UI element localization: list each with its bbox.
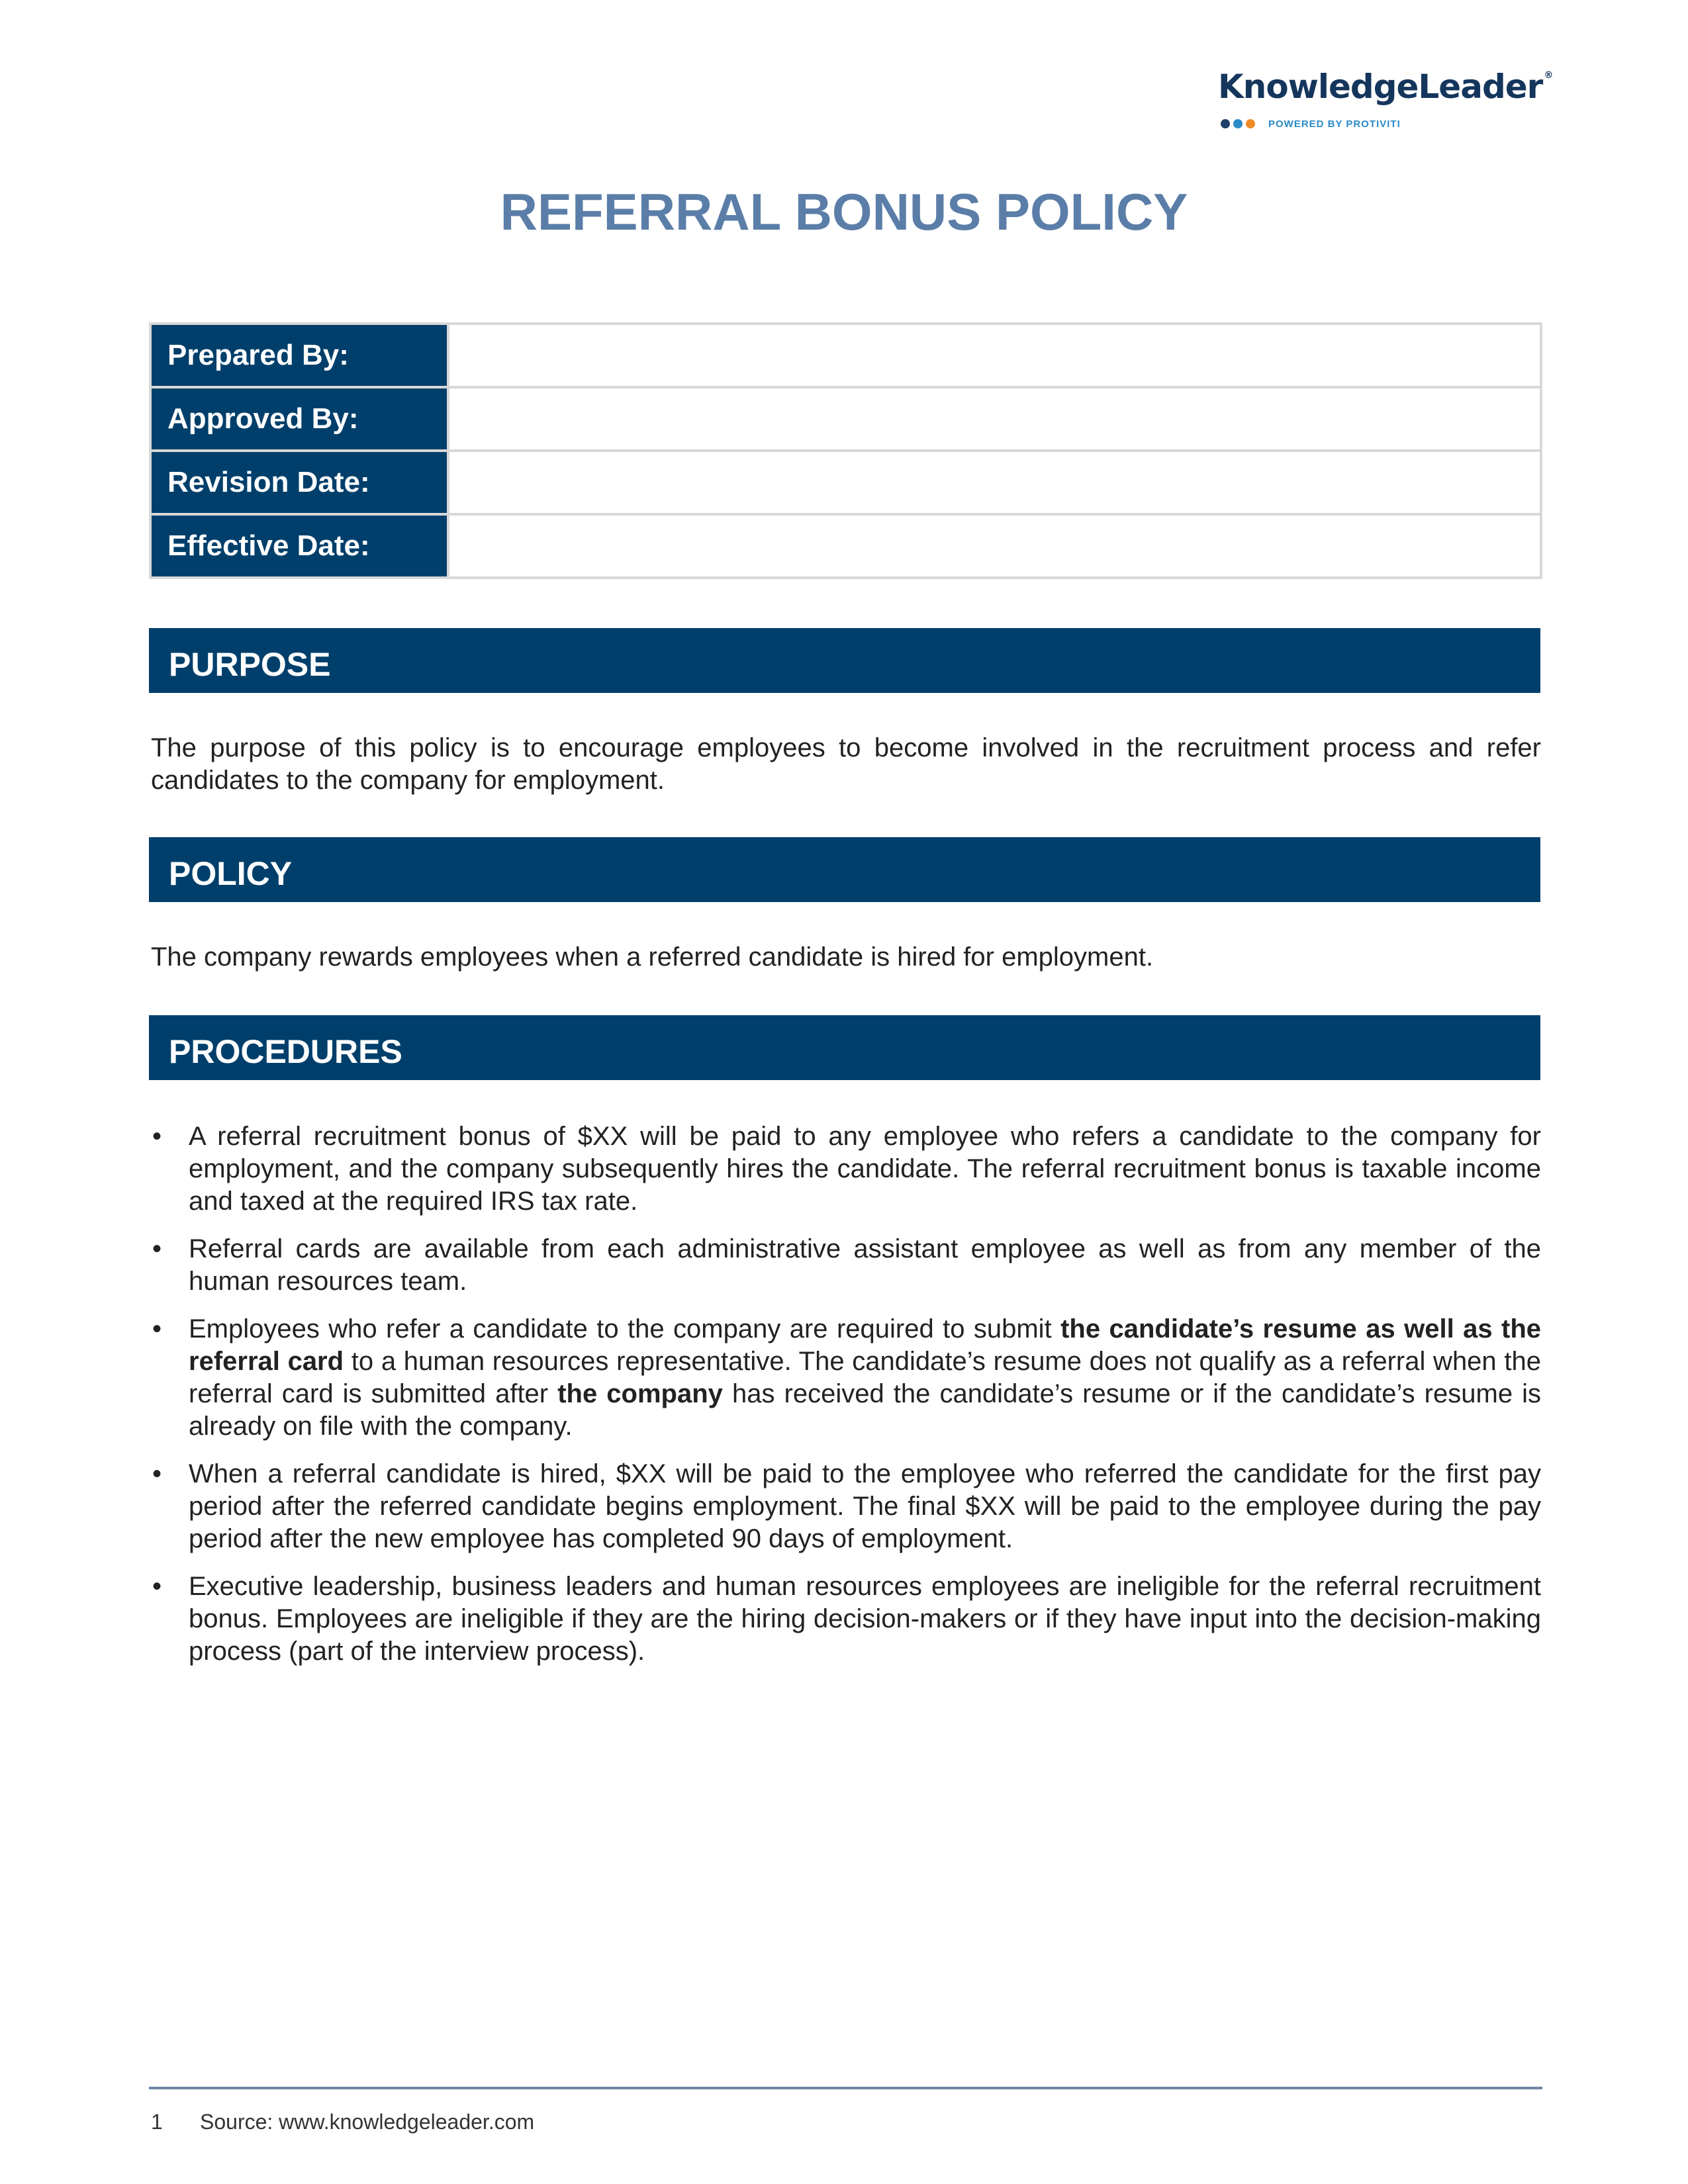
list-item bbox=[151, 1233, 1541, 1298]
bullet-icon: • bbox=[152, 1459, 162, 1488]
table-row bbox=[150, 387, 1541, 451]
table-row bbox=[150, 451, 1541, 514]
table-row bbox=[150, 514, 1541, 578]
list-item bbox=[151, 1458, 1541, 1555]
procedure-bold-text: the company bbox=[557, 1379, 723, 1408]
approval-table bbox=[149, 322, 1542, 579]
purpose-heading: PURPOSE bbox=[149, 628, 1540, 693]
logo-dots-icon bbox=[1221, 119, 1255, 128]
list-item bbox=[151, 1570, 1541, 1668]
approved-by-label: Approved By: bbox=[150, 387, 448, 451]
purpose-text: The purpose of this policy is to encourage employees to become involved in the recruitment process and refer candidates to the company for employment. bbox=[151, 733, 1541, 795]
logo-subline bbox=[1218, 116, 1542, 132]
logo-registered-mark: ® bbox=[1544, 70, 1553, 81]
footer-divider bbox=[149, 2087, 1542, 2089]
procedure-text: Employees who refer a candidate to the company are required to submit bbox=[189, 1314, 1061, 1343]
procedure-text: has received the candidate’s resume or if the candidate’s resume is already on file with the company. bbox=[189, 1379, 1542, 1441]
revision-date-label: Revision Date: bbox=[150, 451, 448, 514]
page-footer bbox=[151, 2109, 534, 2135]
procedure-bold-text: the candidate’s resume as well as the referral card bbox=[189, 1314, 1541, 1376]
page-number: 1 bbox=[151, 2110, 163, 2134]
knowledgeleader-logo bbox=[1218, 54, 1553, 132]
logo-dot-blue bbox=[1233, 119, 1243, 128]
bullet-icon: • bbox=[152, 1314, 162, 1343]
policy-heading: POLICY bbox=[149, 837, 1540, 902]
logo-dot-navy bbox=[1221, 119, 1230, 128]
prepared-by-label: Prepared By: bbox=[150, 324, 448, 387]
logo-name-text: KnowledgeLeader bbox=[1218, 68, 1543, 106]
procedure-text: Executive leadership, business leaders and human resources employees are ineligible for the referral recruitment bonus. Employees are ineligible if they are the hiring decision-makers or if they have input into the decision-making process (part of the interview process). bbox=[189, 1572, 1541, 1666]
procedure-text: When a referral candidate is hired, $XX will be paid to the employee who referred the candidate for the first pay period after the referred candidate begins employment. The final $XX will be paid to the employee during the pay period after the new employee has completed 90 days of employment. bbox=[189, 1459, 1541, 1553]
list-item bbox=[151, 1313, 1541, 1443]
procedures-heading: PROCEDURES bbox=[149, 1015, 1540, 1080]
footer-source: Source: www.knowledgeleader.com bbox=[200, 2110, 535, 2134]
bullet-icon: • bbox=[152, 1572, 162, 1601]
effective-date-value bbox=[448, 514, 1541, 578]
document-title: REFERRAL BONUS POLICY bbox=[500, 183, 1188, 241]
logo-wordmark bbox=[1218, 54, 1553, 108]
logo-dot-orange bbox=[1246, 119, 1255, 128]
prepared-by-value bbox=[448, 324, 1541, 387]
effective-date-label: Effective Date: bbox=[150, 514, 448, 578]
revision-date-value bbox=[448, 451, 1541, 514]
logo-tagline: POWERED BY PROTIVITI bbox=[1268, 118, 1401, 130]
procedure-text: Referral cards are available from each administrative assistant employee as well as from any member of the human resources team. bbox=[189, 1234, 1541, 1296]
bullet-icon: • bbox=[152, 1234, 162, 1263]
procedure-text: A referral recruitment bonus of $XX will be paid to any employee who refers a candidate to the company for employment, and the company subsequently hires the candidate. The referral recruitment bonus is taxable income and taxed at the required IRS tax rate. bbox=[189, 1122, 1541, 1216]
procedures-list bbox=[151, 1120, 1541, 1683]
policy-text: The company rewards employees when a referred candidate is hired for employment. bbox=[151, 942, 1154, 972]
table-row bbox=[150, 324, 1541, 387]
bullet-icon: • bbox=[152, 1122, 162, 1151]
approved-by-value bbox=[448, 387, 1541, 451]
list-item bbox=[151, 1120, 1541, 1218]
procedure-text: to a human resources representative. The candidate’s resume does not qualify as a referral when the referral card is submitted after bbox=[189, 1347, 1541, 1408]
